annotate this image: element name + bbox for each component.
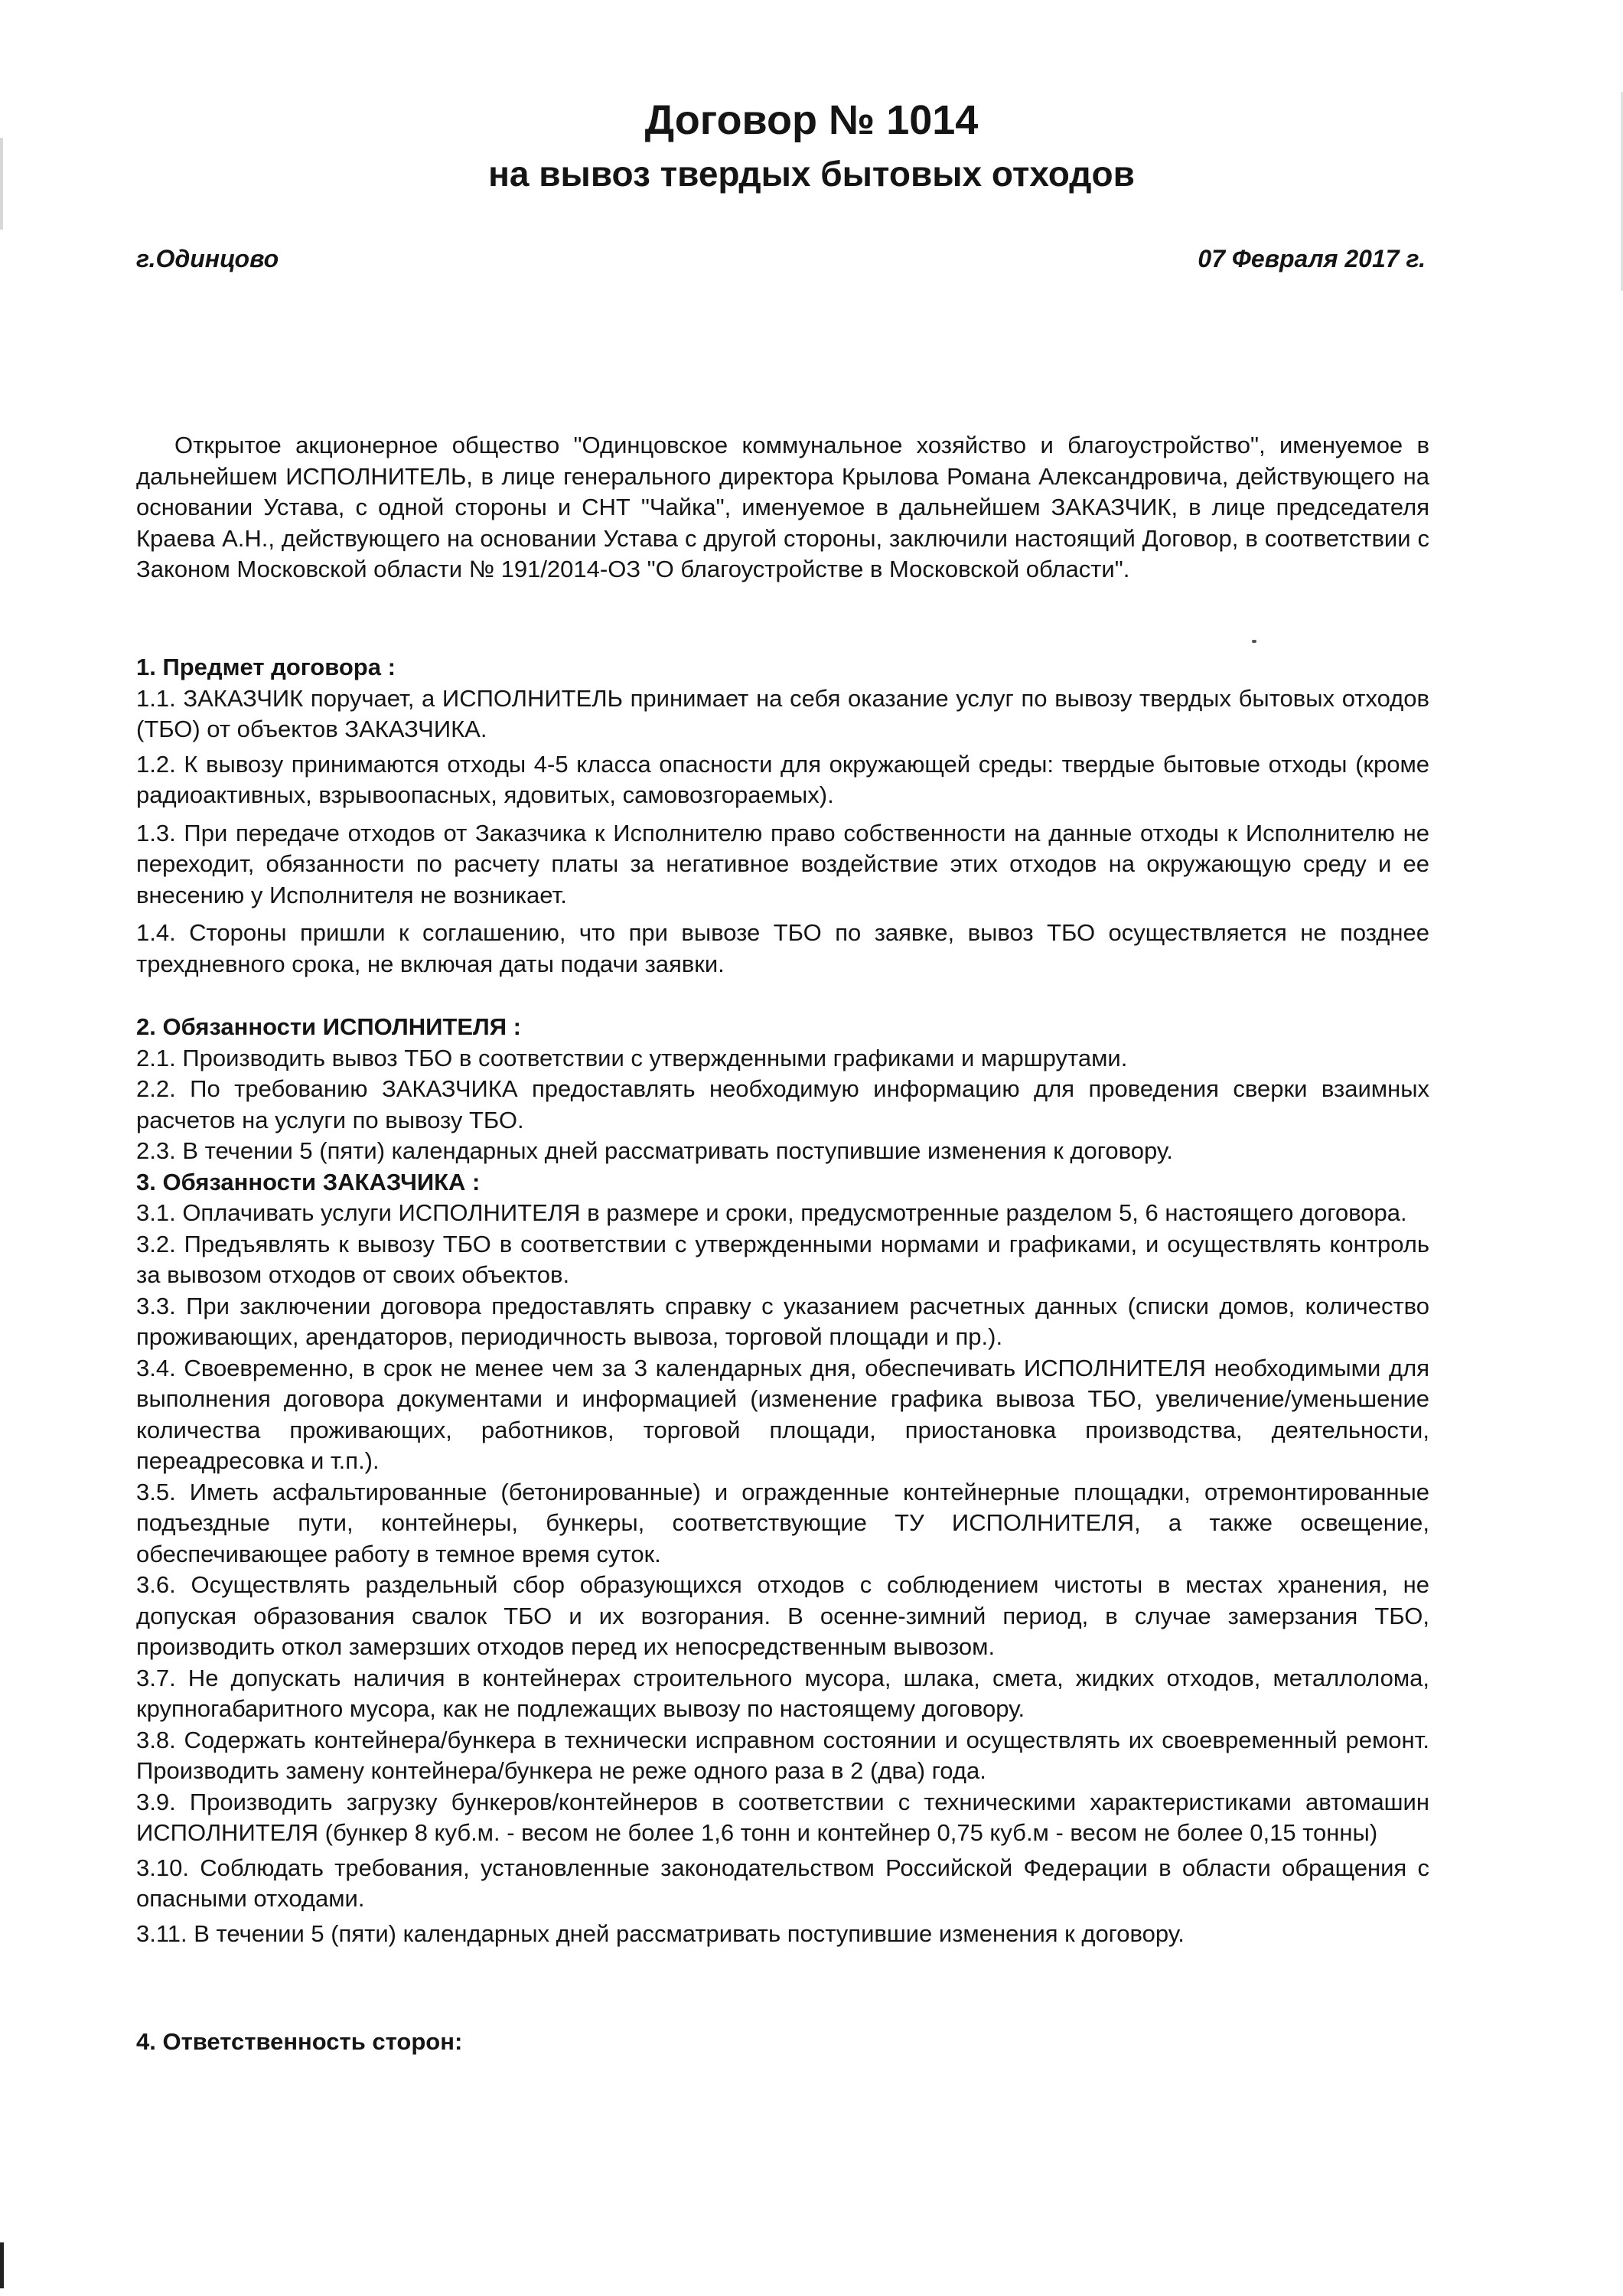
clause: 3.3. При заключении договора предоставлять справку с указанием расчетных данных (списки домов, количество проживающих, арендаторов, периодичность вывоза, торговой площади и пр.). xyxy=(136,1292,1429,1350)
contract-title: Договор № 1014 xyxy=(644,97,979,143)
clause: 1.3. При передаче отходов от Заказчика к Исполнителю право собственности на данные отходы к Исполнителю не переходит, обязанности по расчету платы за негативное воздействие этих отходов на окружающую среду и ее внесению у Исполнителя не возникает. xyxy=(136,819,1429,908)
section-2-3 xyxy=(136,1012,1429,1949)
clause: 1.2. К вывозу принимаются отходы 4-5 класса опасности для окружающей среды: твердые бытовые отходы (кроме радиоактивных, взрывоопасных, ядовитых, самовозгораемых). xyxy=(136,750,1429,808)
scan-speck xyxy=(1252,640,1256,643)
clause: 2.1. Производить вывоз ТБО в соответствии с утвержденными графиками и маршрутами. xyxy=(136,1044,1128,1071)
clause: 3.5. Иметь асфальтированные (бетонированные) и огражденные контейнерные площадки, отремонтированные подъездные пути, контейнеры, бункеры, соответствующие ТУ ИСПОЛНИТЕЛЯ, а также освещение, обеспечивающее работу в темное время суток. xyxy=(136,1478,1429,1567)
clause: 2.2. По требованию ЗАКАЗЧИКА предоставлять необходимую информацию для проведения сверки взаимных расчетов на услуги по вывозу ТБО. xyxy=(136,1075,1429,1133)
scan-edge-mark xyxy=(0,2242,4,2288)
clause: 3.9. Производить загрузку бункеров/контейнеров в соответствии с техническими характеристиками автомашин ИСПОЛНИТЕЛЯ (бункер 8 куб.м. - весом не более 1,6 тонн и контейнер 0,75 куб.м - весом не более 0,15 тонны) xyxy=(136,1788,1429,1846)
clause: 3.4. Своевременно, в срок не менее чем за 3 календарных дня, обеспечивать ИСПОЛНИТЕЛЯ необходимыми для выполнения договора документами и информацией (изменение графика вывоза ТБО, увеличение/уменьшение количества проживающих, работников, торговой площади, приостановка производства, деятельности, переадресовка и т.п.). xyxy=(136,1354,1429,1474)
section-1 xyxy=(136,652,1429,980)
section-heading: 3. Обязанности ЗАКАЗЧИКА : xyxy=(136,1168,481,1195)
section-4 xyxy=(136,2027,1429,2058)
contract-city: г.Одинцово xyxy=(136,245,279,272)
clause: 3.8. Содержать контейнера/бункера в технически исправном состоянии и осуществлять их своевременный ремонт. Производить замену контейнера/бункера не реже одного раза в 2 (два) года. xyxy=(136,1726,1429,1784)
clause: 3.2. Предъявлять к вывозу ТБО в соответствии с утвержденными нормами и графиками, и осуществлять контроль за вывозом отходов от своих объектов. xyxy=(136,1230,1429,1288)
clause: 1.4. Стороны пришли к соглашению, что при вывозе ТБО по заявке, вывоз ТБО осуществляется не позднее трехдневного срока, не включая даты подачи заявки. xyxy=(136,919,1429,977)
clause: 3.10. Соблюдать требования, установленные законодательством Российской Федерации в области обращения с опасными отходами. xyxy=(136,1854,1429,1912)
section-heading: 1. Предмет договора : xyxy=(136,654,396,680)
clause: 3.6. Осуществлять раздельный сбор образующихся отходов с соблюдением чистоты в местах хранения, не допуская образования свалок ТБО и их возгорания. В осенне-зимний период, в случае замерзания ТБО, производить откол замерзших отходов перед их непосредственным вывозом. xyxy=(136,1571,1429,1660)
contract-subtitle: на вывоз твердых бытовых отходов xyxy=(488,154,1135,194)
clause: 2.3. В течении 5 (пяти) календарных дней рассматривать поступившие изменения к договору. xyxy=(136,1137,1173,1164)
clause: 3.7. Не допускать наличия в контейнерах строительного мусора, шлака, смета, жидких отходов, металлолома, крупногабаритного мусора, как не подлежащих вывозу по настоящему договору. xyxy=(136,1664,1429,1722)
intro-text: Открытое акционерное общество "Одинцовское коммунальное хозяйство и благоустройство", именуемое в дальнейшем ИСПОЛНИТЕЛЬ, в лице генерального директора Крылова Романа Александровича, действующего на основании Устава, с одной стороны и СНТ "Чайка", именуемое в дальнейшем ЗАКАЗЧИК, в лице председателя Краева А.Н., действующего на основании Устава с другой стороны, заключили настоящий Договор, в соответствии с Законом Московской области № 191/2014-ОЗ "О благоустройстве в Московской области". xyxy=(136,432,1429,582)
section-heading: 4. Ответственность сторон: xyxy=(136,2028,463,2055)
clause: 3.11. В течении 5 (пяти) календарных дней рассматривать поступившие изменения к договору. xyxy=(136,1919,1185,1947)
contract-date: 07 Февраля 2017 г. xyxy=(1198,245,1426,272)
section-heading: 2. Обязанности ИСПОЛНИТЕЛЯ : xyxy=(136,1013,522,1040)
clause: 1.1. ЗАКАЗЧИК поручает, а ИСПОЛНИТЕЛЬ принимает на себя оказание услуг по вывозу твердых бытовых отходов (ТБО) от объектов ЗАКАЗЧИКА. xyxy=(136,684,1429,742)
clause: 3.1. Оплачивать услуги ИСПОЛНИТЕЛЯ в размере и сроки, предусмотренные разделом 5, 6 настоящего договора. xyxy=(136,1199,1407,1226)
intro-paragraph xyxy=(136,430,1429,585)
